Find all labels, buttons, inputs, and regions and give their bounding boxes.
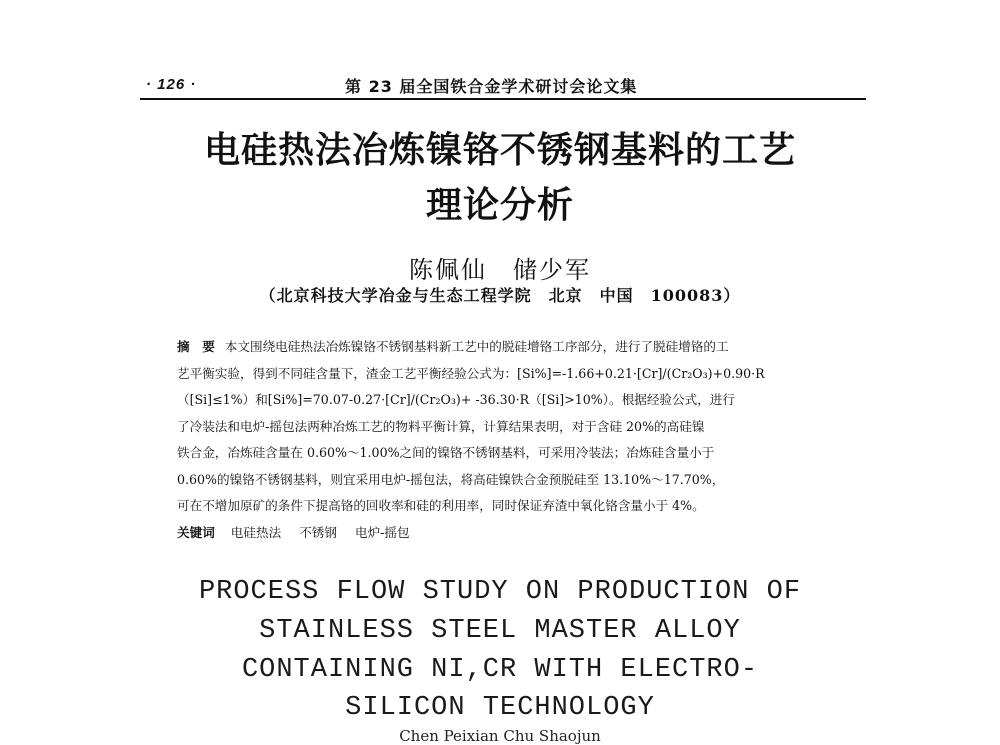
- abstract-line: 0.60%的镍铬不锈钢基料，则宜采用电炉-摇包法，将高硅镍铁合金预脱硅至 13.10%～17.70%，: [177, 471, 725, 487]
- abstract: [177, 334, 817, 546]
- header-rule: [140, 98, 866, 100]
- keyword: 电炉-摇包: [354, 524, 410, 540]
- abstract-line: 摘 要 本文围绕电硅热法冶炼镍铬不锈钢基料新工艺中的脱硅增铬工序部分，进行了脱硅增铬的工: [177, 339, 729, 354]
- affiliation-zh: （北京科技大学冶金与生态工程学院 北京 中国 100083）: [259, 286, 741, 305]
- running-head: [140, 74, 866, 96]
- title-en-line4: SILICON TECHNOLOGY: [345, 693, 655, 723]
- keyword: 不锈钢: [299, 524, 337, 540]
- abstract-line: 艺平衡实验，得到不同硅含量下，渣金工艺平衡经验公式为：[Si%]=-1.66+0.21·[Cr]/(Cr₂O₃)+0.90·R: [177, 365, 765, 381]
- page-number: · 126 ·: [146, 76, 197, 93]
- abstract-line: 铁合金，冶炼硅含量在 0.60%～1.00%之间的镍铬不锈钢基料，可采用冷装法；冶炼硅含量小于: [177, 445, 715, 460]
- title-en-line1: PROCESS FLOW STUDY ON PRODUCTION OF: [198, 577, 802, 607]
- title-en-line2: STAINLESS STEEL MASTER ALLOY: [259, 616, 741, 646]
- authors-en: Chen Peixian Chu Shaojun: [399, 727, 601, 745]
- title-en-line3: CONTAINING NI,CR WITH ELECTRO-: [241, 655, 759, 685]
- abstract-line: （[Si]≤1%）和[Si%]=70.07-0.27·[Cr]/(Cr₂O₃)+ -36.30·R（[Si]>10%）。根据经验公式，进行: [177, 392, 735, 407]
- abstract-label: 摘 要: [177, 339, 215, 354]
- keywords: [177, 520, 817, 547]
- title-zh-line2: 理论分析: [425, 185, 574, 226]
- journal-title: 第 23 届全国铁合金学术研讨会论文集: [345, 77, 638, 96]
- abstract-line: 了冷装法和电炉-摇包法两种冶炼工艺的物料平衡计算，计算结果表明，对于含硅 20%的高硅镍: [177, 418, 705, 434]
- keywords-label: 关键词: [177, 524, 215, 540]
- title-zh-line1: 电硅热法冶炼镍铬不锈钢基料的工艺: [203, 130, 796, 171]
- abstract-line: 可在不增加原矿的条件下提高铬的回收率和硅的利用率，同时保证弃渣中氧化铬含量小于 4%。: [177, 498, 705, 513]
- keyword: 电硅热法: [230, 524, 282, 540]
- authors-zh: 陈佩仙 储少军: [409, 256, 591, 284]
